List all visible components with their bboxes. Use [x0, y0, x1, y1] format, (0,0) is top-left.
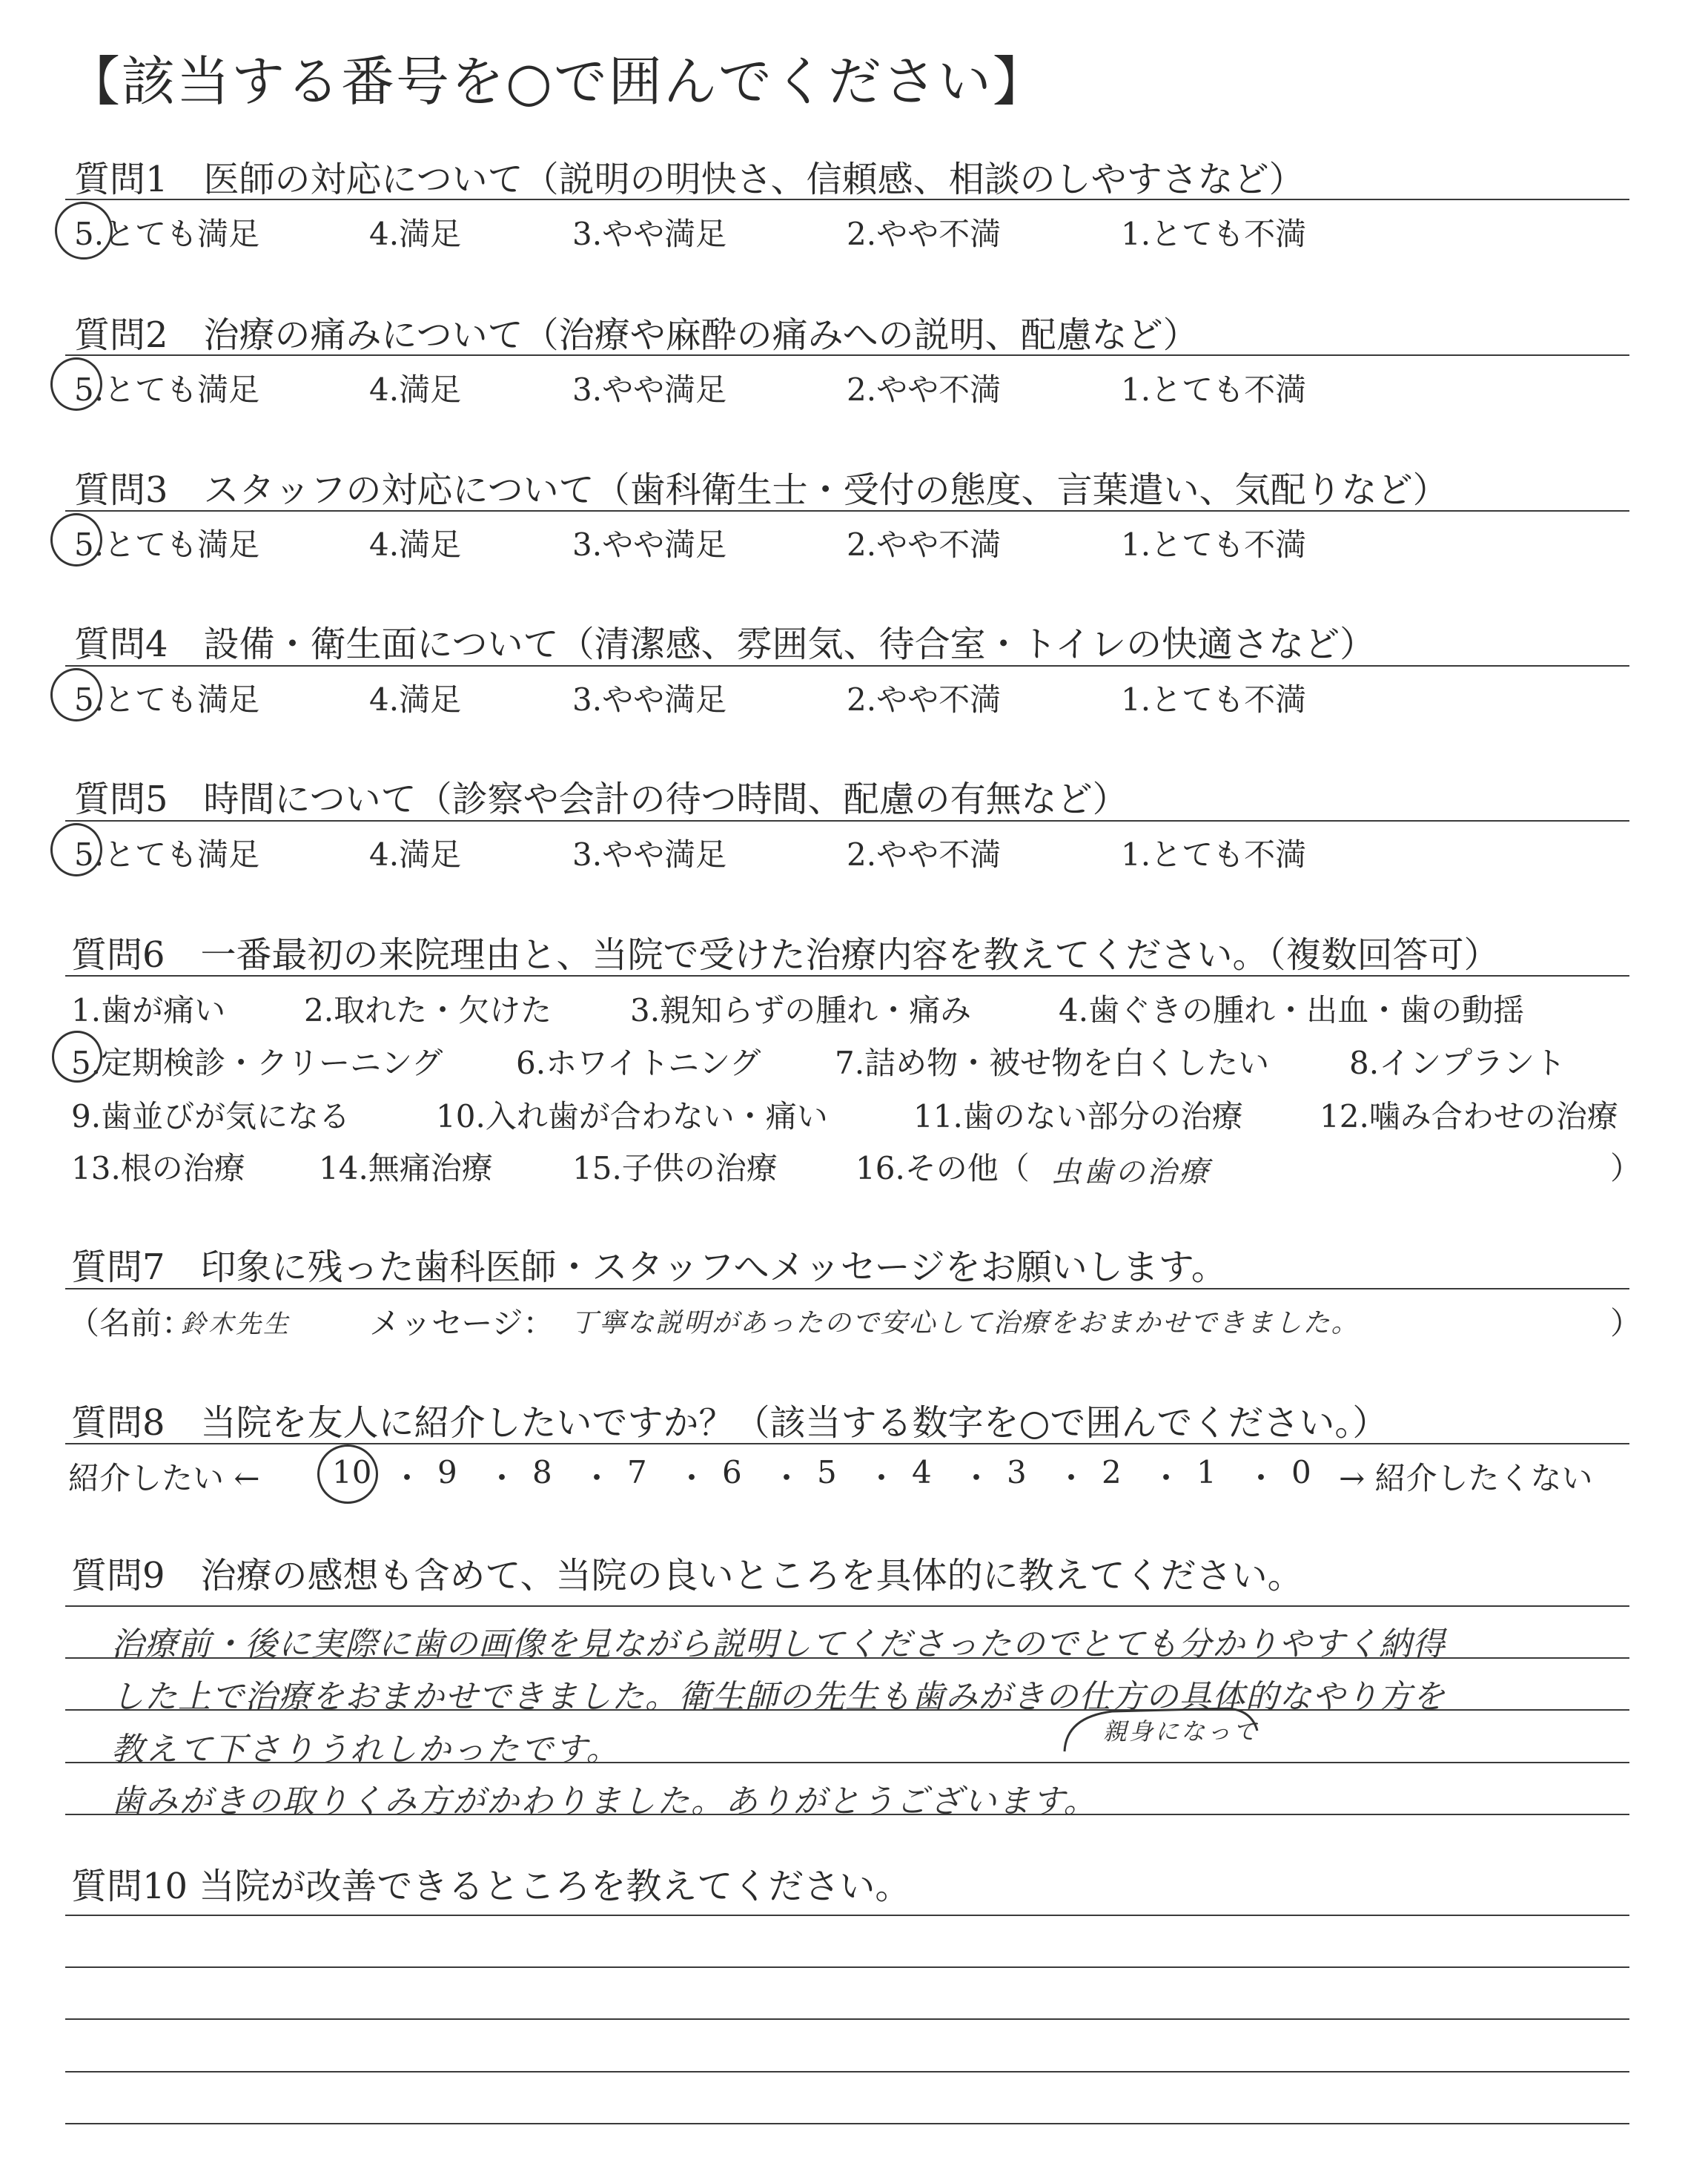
q6-option-6[interactable]: 6.ホワイトニング: [516, 1045, 761, 1081]
q8-selection-circle: [317, 1444, 378, 1504]
q8-score-7[interactable]: 7: [627, 1454, 647, 1490]
q6-option-4[interactable]: 4.歯ぐきの腫れ・出血・歯の動揺: [1059, 992, 1525, 1028]
q2-title: 質問2 治療の痛みについて（治療や麻酔の痛みへの説明、配慮など）: [74, 314, 1199, 356]
q2-option-1[interactable]: 1.とても不満: [1121, 371, 1307, 408]
q6-option-10[interactable]: 10.入れ歯が合わない・痛い: [436, 1098, 828, 1135]
q1-title: 質問1 医師の対応について（説明の明快さ、信頼感、相談のしやすさなど）: [74, 159, 1305, 200]
q6-option-7[interactable]: 7.詰め物・被せ物を白くしたい: [835, 1045, 1270, 1081]
q6-option-8[interactable]: 8.インプラント: [1349, 1045, 1566, 1081]
q9-answer-line-3[interactable]: 教えて下さりうれしかったです。: [111, 1731, 620, 1768]
q6-option-15[interactable]: 15.子供の治療: [572, 1150, 778, 1186]
q1-selection-circle: [55, 202, 113, 260]
q6-title: 質問6 一番最初の来院理由と、当院で受けた治療内容を教えてください。（複数回答可）: [71, 934, 1500, 976]
q5-option-2[interactable]: 2.やや不満: [847, 836, 1002, 873]
q2-option-4[interactable]: 4.満足: [369, 371, 462, 408]
q8-score-9[interactable]: 9: [437, 1454, 457, 1490]
q8-score-4[interactable]: 4: [912, 1454, 932, 1490]
q10-answer-line[interactable]: [65, 2071, 1629, 2073]
q1-rule: [65, 199, 1629, 200]
q6-option-1[interactable]: 1.歯が痛い: [71, 992, 226, 1028]
q6-option-13[interactable]: 13.根の治療: [71, 1150, 245, 1186]
q1-option-1[interactable]: 1.とても不満: [1121, 216, 1307, 252]
q7-message-value[interactable]: 丁寧な説明があったので安心して治療をおまかせできました。: [571, 1308, 1360, 1338]
q2-option-5[interactable]: 5.とても満足: [74, 371, 260, 408]
q6-option-12[interactable]: 12.噛み合わせの治療: [1320, 1098, 1618, 1135]
q6-selection-circle: [52, 1031, 102, 1083]
q5-rule: [65, 820, 1629, 822]
q6-rule: [65, 975, 1629, 977]
q3-option-5[interactable]: 5.とても満足: [74, 526, 260, 563]
q6-option-16[interactable]: 16.その他（: [855, 1150, 1030, 1186]
q6-option-11[interactable]: 11.歯のない部分の治療: [913, 1098, 1243, 1135]
q8-score-0[interactable]: 0: [1291, 1454, 1311, 1490]
q3-rule: [65, 510, 1629, 512]
q6-option-2[interactable]: 2.取れた・欠けた: [304, 992, 552, 1028]
q1-option-4[interactable]: 4.満足: [369, 216, 462, 252]
q6-option-14[interactable]: 14.無痛治療: [319, 1150, 493, 1186]
q7-close-paren: ）: [1610, 1305, 1642, 1341]
q8-dot: ・: [391, 1460, 423, 1496]
q9-insertion[interactable]: 親身になって: [1103, 1717, 1260, 1745]
q10-answer-line[interactable]: [65, 2018, 1629, 2020]
q8-score-8[interactable]: 8: [532, 1454, 552, 1490]
q4-title: 質問4 設備・衛生面について（清潔感、雰囲気、待合室・トイレの快適さなど）: [74, 624, 1376, 665]
q8-dot: ・: [486, 1460, 518, 1496]
q6-other-answer[interactable]: 虫歯の治療: [1051, 1155, 1211, 1189]
q7-message-label: メッセージ：: [369, 1305, 555, 1341]
q6-other-close-paren: ）: [1610, 1150, 1642, 1186]
q3-option-1[interactable]: 1.とても不満: [1121, 526, 1307, 563]
q4-selection-circle: [50, 668, 102, 721]
form-title: 【該当する番号を○で囲んでください】: [67, 50, 1047, 113]
q7-rule: [65, 1288, 1629, 1289]
q4-option-5[interactable]: 5.とても満足: [74, 681, 260, 718]
q8-rule: [65, 1443, 1629, 1444]
q8-score-6[interactable]: 6: [722, 1454, 742, 1490]
q6-option-5[interactable]: 5.定期検診・クリーニング: [71, 1045, 443, 1081]
q8-score-2[interactable]: 2: [1102, 1454, 1122, 1490]
q7-name-label: （名前：: [68, 1305, 193, 1341]
q8-dot: ・: [1245, 1460, 1277, 1496]
q8-dot: ・: [1056, 1460, 1088, 1496]
q6-option-9[interactable]: 9.歯並びが気になる: [71, 1098, 351, 1135]
q3-selection-circle: [50, 513, 102, 567]
q8-dot: ・: [676, 1460, 708, 1496]
q6-option-3[interactable]: 3.親知らずの腫れ・痛み: [630, 992, 972, 1028]
q7-title: 質問7 印象に残った歯科医師・スタッフへメッセージをお願いします。: [71, 1246, 1227, 1288]
q8-left-label: 紹介したい ←: [68, 1460, 260, 1496]
q8-dot: ・: [771, 1460, 803, 1496]
q2-selection-circle: [50, 357, 102, 411]
q4-option-2[interactable]: 2.やや不満: [847, 681, 1002, 718]
q4-option-4[interactable]: 4.満足: [369, 681, 462, 718]
q9-answer-line-2[interactable]: した上で治療をおまかせできました。衛生師の先生も歯みがきの仕方の具体的なやり方を: [111, 1678, 1446, 1716]
q8-score-3[interactable]: 3: [1007, 1454, 1027, 1490]
q5-option-3[interactable]: 3.やや満足: [572, 836, 727, 873]
q3-title: 質問3 スタッフの対応について（歯科衛生士・受付の態度、言葉遣い、気配りなど）: [74, 469, 1449, 511]
q8-score-1[interactable]: 1: [1196, 1454, 1217, 1490]
q8-dot: ・: [961, 1460, 993, 1496]
q8-dot: ・: [1151, 1460, 1182, 1496]
q8-dot: ・: [581, 1460, 613, 1496]
q1-option-3[interactable]: 3.やや満足: [572, 216, 727, 252]
q2-option-2[interactable]: 2.やや不満: [847, 371, 1002, 408]
q8-dot: ・: [866, 1460, 898, 1496]
q10-answer-line[interactable]: [65, 1966, 1629, 1968]
q9-title: 質問9 治療の感想も含めて、当院の良いところを具体的に教えてください。: [71, 1555, 1303, 1596]
q7-name-value[interactable]: 鈴木先生: [181, 1309, 291, 1339]
q9-answer-line-1[interactable]: 治療前・後に実際に歯の画像を見ながら説明してくださったのでとても分かりやすく納得: [111, 1625, 1446, 1663]
q5-selection-circle: [50, 823, 102, 876]
q3-option-4[interactable]: 4.満足: [369, 526, 462, 563]
q1-option-5[interactable]: 5.とても満足: [74, 216, 260, 252]
q9-answer-line-4[interactable]: 歯みがきの取りくみ方がかわりました。ありがとうございます。: [111, 1783, 1098, 1820]
q5-option-5[interactable]: 5.とても満足: [74, 836, 260, 873]
q2-option-3[interactable]: 3.やや満足: [572, 371, 727, 408]
q3-option-2[interactable]: 2.やや不満: [847, 526, 1002, 563]
q10-answer-line[interactable]: [65, 2123, 1629, 2124]
q5-option-4[interactable]: 4.満足: [369, 836, 462, 873]
q4-option-1[interactable]: 1.とても不満: [1121, 681, 1307, 718]
q9-insertion-mark: [1053, 1701, 1275, 1753]
q8-right-label: → 紹介したくない: [1339, 1460, 1593, 1496]
q9-rule: [65, 1605, 1629, 1607]
q3-option-3[interactable]: 3.やや満足: [572, 526, 727, 563]
q10-answer-line[interactable]: [65, 1915, 1629, 1916]
q8-score-5[interactable]: 5: [817, 1454, 837, 1490]
q2-rule: [65, 354, 1629, 356]
q4-rule: [65, 665, 1629, 667]
q4-option-3[interactable]: 3.やや満足: [572, 681, 727, 718]
q5-title: 質問5 時間について（診察や会計の待つ時間、配慮の有無など）: [74, 779, 1128, 820]
q10-title: 質問10 当院が改善できるところを教えてください。: [71, 1866, 911, 1907]
q5-option-1[interactable]: 1.とても不満: [1121, 836, 1307, 873]
q8-title: 質問8 当院を友人に紹介したいですか？（該当する数字を○で囲んでください。）: [71, 1402, 1388, 1444]
q8-score-10[interactable]: 10: [332, 1454, 372, 1490]
q1-option-2[interactable]: 2.やや不満: [847, 216, 1002, 252]
